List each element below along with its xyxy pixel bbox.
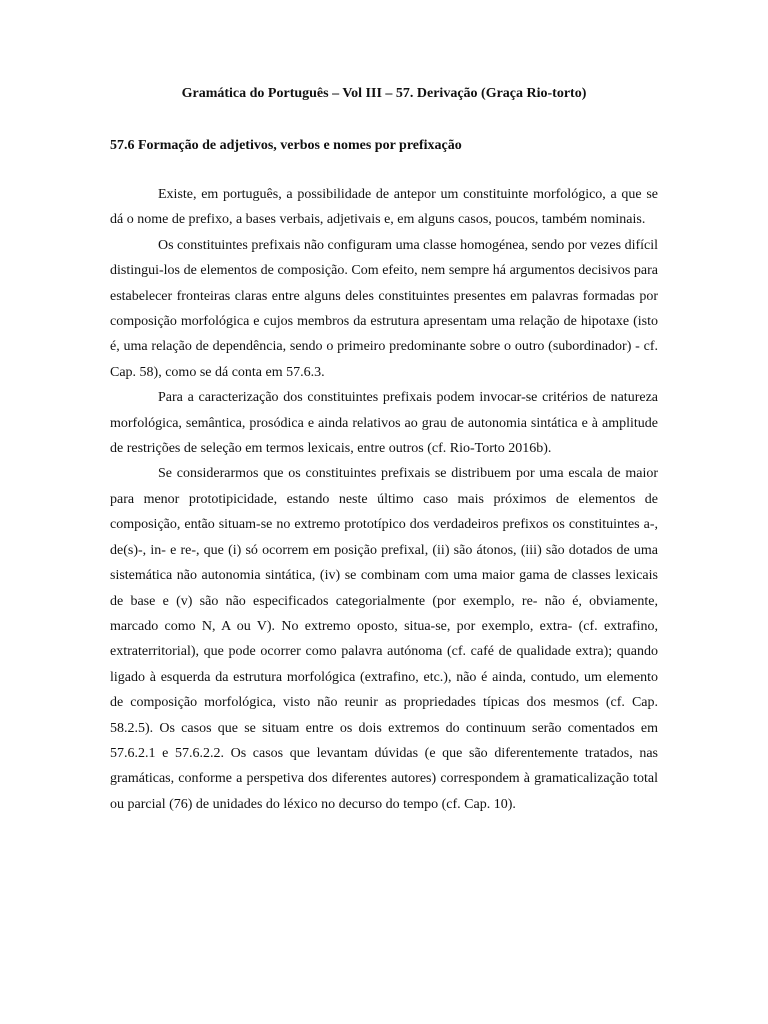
- paragraph-1: Existe, em português, a possibilidade de antepor um constituinte morfológico, a que se dá o nome de prefixo, a bases verbais, adjetivais e, em alguns casos, poucos, também nominais.: [110, 187, 658, 228]
- section-heading: 57.6 Formação de adjetivos, verbos e nomes por prefixação: [110, 138, 462, 153]
- document-title: Gramática do Português – Vol III – 57. Derivação (Graça Rio-torto): [181, 86, 587, 101]
- paragraph-4: Se considerarmos que os constituintes prefixais se distribuem por uma escala de maior para menor prototipicidade, estando neste último caso mais próximos de elementos de composição, então situam-se no extremo prototípico dos verdadeiros prefixos os constituintes a-, de(s)-, in- e re-, que (i) só ocorrem em posição prefixal, (ii) são átonos, (iii) são dotados de uma sistemática não autonomia sintática, (iv) se combinam com uma maior gama de classes lexicais de base e (v) são não especificados categorialmente (por exemplo, re- não é, obviamente, marcado como N, A ou V). No extremo oposto, situa-se, por exemplo, extra- (cf. extrafino, extraterritorial), que pode ocorrer como palavra autónoma (cf. café de qualidade extra); quando ligado à esquerda da estrutura morfológica (extrafino, etc.), não é ainda, contudo, um elemento de composição morfológica, visto não reunir as propriedades típicas dos mesmos (cf. Cap. 58.2.5). Os casos que se situam entre os dois extremos do continuum serão comentados em 57.6.2.1 e 57.6.2.2. Os casos que levantam dúvidas (e que são diferentemente tratados, nas gramáticas, conforme a perspetiva dos diferentes autores) correspondem à gramaticalização total ou parcial (76) de unidades do léxico no decurso do tempo (cf. Cap. 10).: [110, 466, 658, 812]
- paragraph-2: Os constituintes prefixais não configuram uma classe homogénea, sendo por vezes difícil distingui-los de elementos de composição. Com efeito, nem sempre há argumentos decisivos para estabelecer fronteiras claras entre alguns deles constituintes presentes em palavras formadas por composição morfológica e cujos membros da estrutura apresentam uma relação de hipotaxe (isto é, uma relação de dependência, sendo o primeiro predominante sobre o outro (subordinador) - cf. Cap. 58), como se dá conta em 57.6.3.: [110, 237, 658, 380]
- document-page: [110, 84, 658, 817]
- paragraph-3: Para a caracterização dos constituintes prefixais podem invocar-se critérios de natureza morfológica, semântica, prosódica e ainda relativos ao grau de autonomia sintática e à amplitude de restrições de seleção em termos lexicais, entre outros (cf. Rio-Torto 2016b).: [110, 390, 658, 457]
